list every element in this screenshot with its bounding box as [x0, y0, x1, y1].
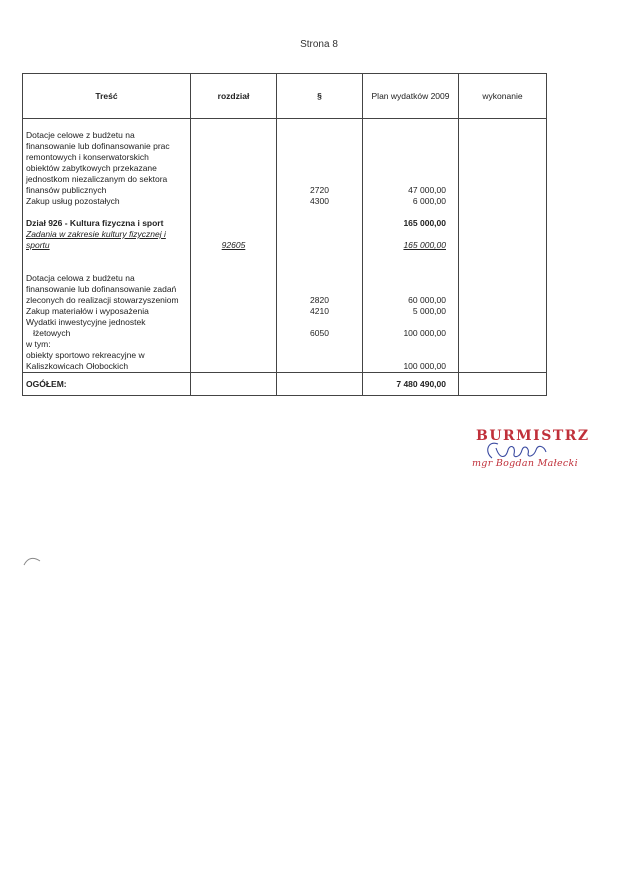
- desc-line: łżetowych: [23, 328, 191, 339]
- page-number: Strona 8: [300, 39, 338, 50]
- zadania-line: Zadania w zakresie kultury fizycznej i: [23, 229, 191, 240]
- plan-value: 60 000,00: [363, 295, 459, 306]
- table-row: [23, 350, 547, 361]
- paragraf-value: 6050: [277, 328, 363, 339]
- desc-line: finansów publicznych: [23, 185, 191, 196]
- table-row: [23, 295, 547, 306]
- signature-stamp: [462, 428, 592, 469]
- table-row: [23, 339, 547, 350]
- table-header-row: [23, 74, 547, 119]
- desc-line: obiektów zabytkowych przekazane: [23, 163, 191, 174]
- table-row: [23, 229, 547, 240]
- desc-line: obiekty sportowo rekreacyjne w: [23, 350, 191, 361]
- desc-line: Dotacja celowa z budżetu na: [23, 273, 191, 284]
- total-label: OGÓŁEM:: [23, 373, 191, 396]
- header-rozdzial: rozdział: [191, 74, 277, 119]
- header-wykonanie: wykonanie: [459, 74, 547, 119]
- scan-mark: [22, 555, 42, 567]
- desc-line: Dotacje celowe z budżetu na: [23, 130, 191, 141]
- dzial-plan: 165 000,00: [363, 218, 459, 229]
- desc-line: Kaliszkowicach Ołobockich: [23, 361, 191, 373]
- stamp-title: BURMISTRZ: [476, 428, 590, 444]
- table-row: [23, 240, 547, 251]
- table-row: [23, 163, 547, 174]
- dzial-label: Dział 926 - Kultura fizyczna i sport: [23, 218, 191, 229]
- table-row: [23, 130, 547, 141]
- table-row: [23, 174, 547, 185]
- budget-table: [22, 73, 547, 396]
- desc-line: zleconych do realizacji stowarzyszeniom: [23, 295, 191, 306]
- zadania-plan: 165 000,00: [363, 240, 459, 251]
- handwritten-signature: [482, 438, 552, 466]
- table-row: [23, 284, 547, 295]
- total-row: [23, 373, 547, 396]
- paragraf-value: 2720: [277, 185, 363, 196]
- zadania-line: sportu: [23, 240, 191, 251]
- total-plan: 7 480 490,00: [363, 373, 459, 396]
- table-row: [23, 196, 547, 207]
- stamp-name: mgr Bogdan Małecki: [472, 458, 578, 469]
- desc-line: remontowych i konserwatorskich: [23, 152, 191, 163]
- table-row: [23, 317, 547, 328]
- plan-value: 5 000,00: [363, 306, 459, 317]
- header-paragraf: §: [277, 74, 363, 119]
- plan-value: 100 000,00: [363, 328, 459, 339]
- paragraf-value: 4210: [277, 306, 363, 317]
- table-row: [23, 306, 547, 317]
- desc-line: Zakup materiałów i wyposażenia: [23, 306, 191, 317]
- table-row: [23, 361, 547, 373]
- plan-value: 47 000,00: [363, 185, 459, 196]
- table-row: [23, 273, 547, 284]
- table-row: [23, 185, 547, 196]
- desc-line: jednostkom niezaliczanym do sektora: [23, 174, 191, 185]
- desc-line: w tym:: [23, 339, 191, 350]
- rozdzial-value: 92605: [191, 240, 277, 251]
- table-row: [23, 152, 547, 163]
- paragraf-value: 2820: [277, 295, 363, 306]
- header-plan: Plan wydatków 2009: [363, 74, 459, 119]
- desc-line: finansowanie lub dofinansowanie zadań: [23, 284, 191, 295]
- desc-line: finansowanie lub dofinansowanie prac: [23, 141, 191, 152]
- table-row: [23, 141, 547, 152]
- desc-line: Zakup usług pozostałych: [23, 196, 191, 207]
- table-row: [23, 218, 547, 229]
- plan-value: 100 000,00: [363, 361, 459, 373]
- desc-line: Wydatki inwestycyjne jednostek: [23, 317, 191, 328]
- table-row: [23, 328, 547, 339]
- paragraf-value: 4300: [277, 196, 363, 207]
- plan-value: 6 000,00: [363, 196, 459, 207]
- header-tresc: Treść: [23, 74, 191, 119]
